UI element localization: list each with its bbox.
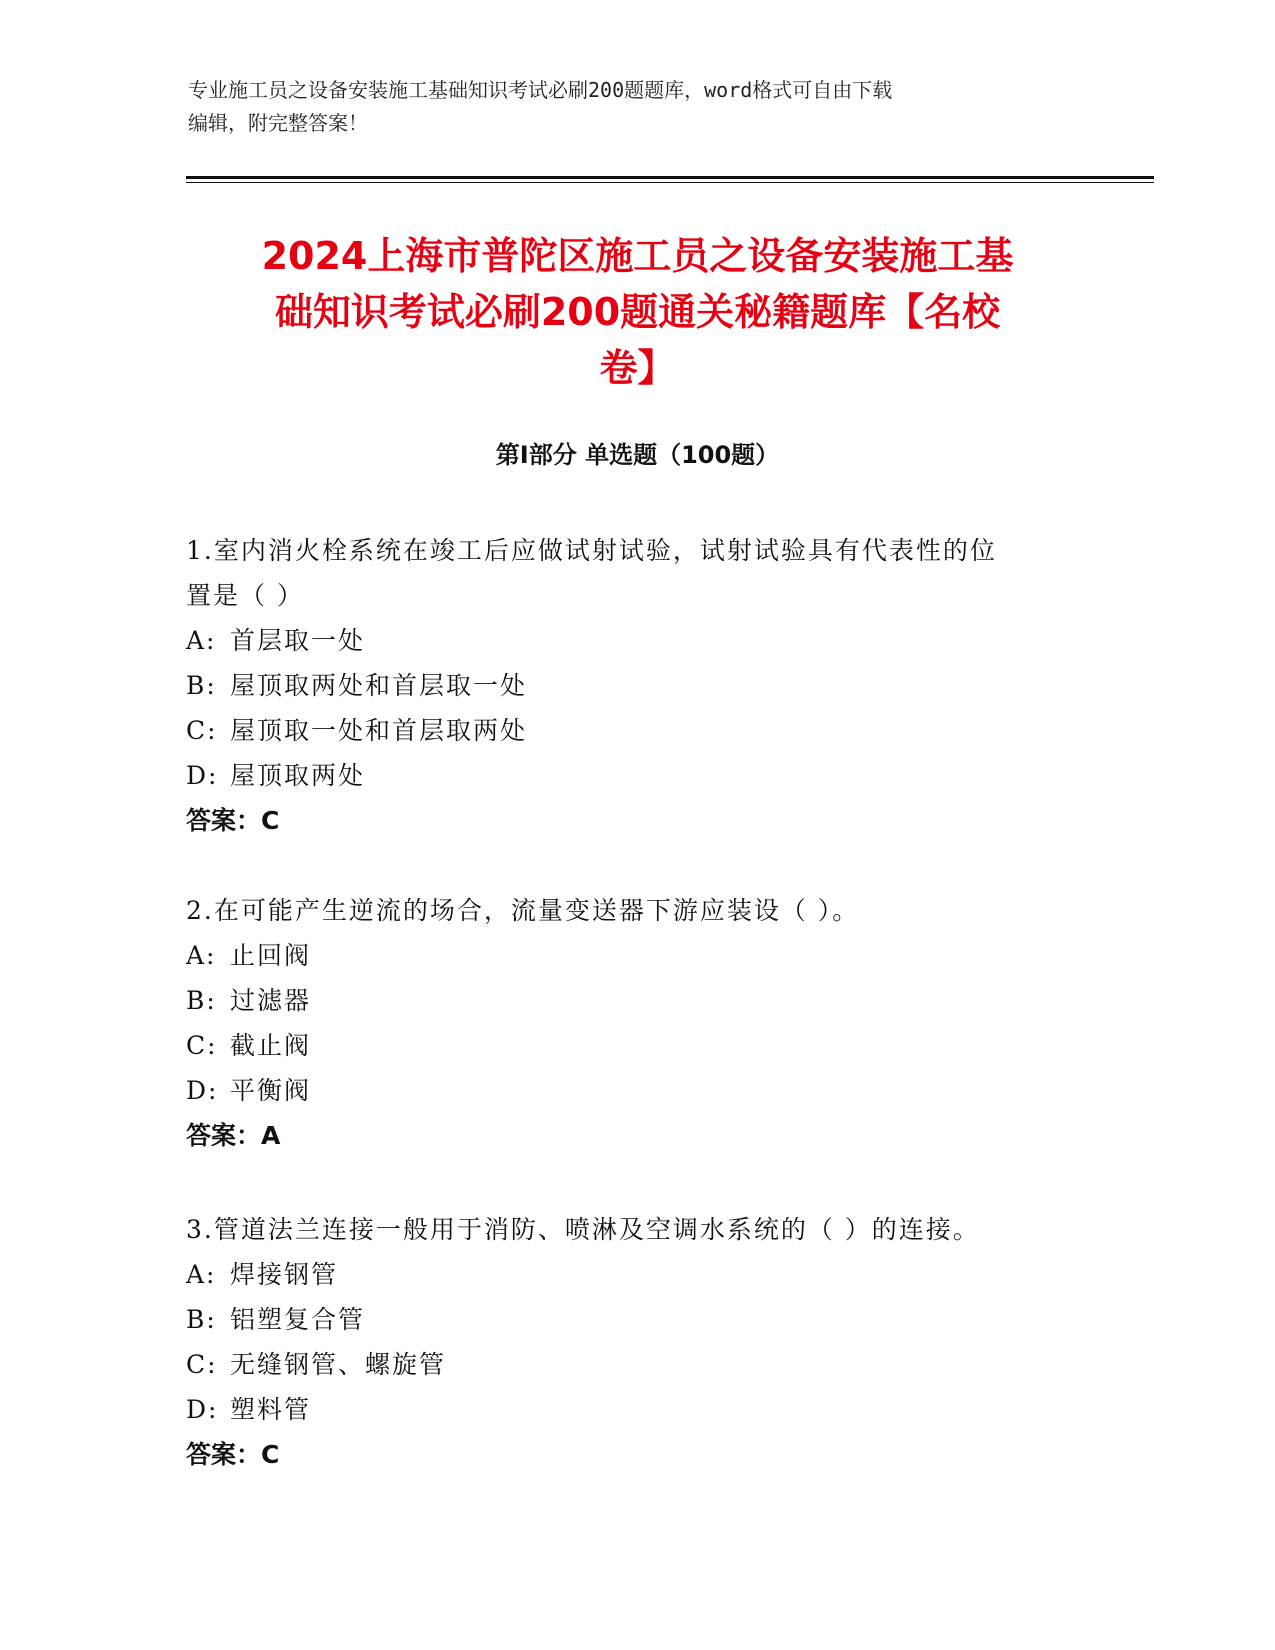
option-b <box>186 663 1056 708</box>
header-rule-thin <box>186 182 1154 183</box>
header-note-line: 专业施工员之设备安装施工基础知识考试必刷200题题库，word格式可自由下载 <box>188 78 893 102</box>
option-key: D: <box>186 761 219 790</box>
option-key: C: <box>186 716 218 745</box>
question-stem-line: 2.在可能产生逆流的场合，流量变送器下游应装设（ ）。 <box>186 896 860 925</box>
question-2 <box>186 888 1056 1158</box>
option-c <box>186 708 1056 753</box>
question-3 <box>186 1207 1056 1477</box>
question-stem-line: 3.管道法兰连接一般用于消防、喷淋及空调水系统的（ ）的连接。 <box>186 1215 980 1244</box>
option-text: 平衡阀 <box>230 1076 312 1105</box>
option-key: D: <box>186 1076 219 1105</box>
option-key: A: <box>186 626 217 655</box>
document-title <box>186 228 1089 396</box>
option-key: B: <box>186 1305 217 1334</box>
option-key: B: <box>186 671 217 700</box>
option-b <box>186 1297 1056 1342</box>
option-text: 焊接钢管 <box>230 1260 339 1289</box>
option-text: 铝塑复合管 <box>230 1305 366 1334</box>
option-c <box>186 1023 1056 1068</box>
option-d <box>186 1068 1056 1113</box>
option-text: 无缝钢管、螺旋管 <box>230 1350 447 1379</box>
option-key: A: <box>186 1260 217 1289</box>
section-title: 第Ⅰ部分 单选题（100题） <box>495 441 780 469</box>
option-text: 塑料管 <box>230 1395 312 1424</box>
option-text: 截止阀 <box>230 1031 312 1060</box>
option-key: C: <box>186 1031 218 1060</box>
answer: 答案：A <box>186 1121 281 1150</box>
option-text: 过滤器 <box>230 986 312 1015</box>
title-line: 卷】 <box>599 346 676 390</box>
option-key: B: <box>186 986 217 1015</box>
question-stem-line: 1.室内消火栓系统在竣工后应做试射试验，试射试验具有代表性的位 <box>186 536 997 565</box>
option-key: D: <box>186 1395 219 1424</box>
header-note-line: 编辑，附完整答案！ <box>188 111 368 135</box>
option-text: 屋顶取两处和首层取一处 <box>230 671 528 700</box>
question-stem <box>186 528 1056 618</box>
option-text: 止回阀 <box>230 941 312 970</box>
option-text: 屋顶取两处 <box>230 761 366 790</box>
title-line: 2024上海市普陀区施工员之设备安装施工基 <box>261 234 1014 278</box>
option-key: C: <box>186 1350 218 1379</box>
option-d <box>186 753 1056 798</box>
question-1 <box>186 528 1056 843</box>
option-a <box>186 618 1056 663</box>
option-text: 首层取一处 <box>230 626 366 655</box>
option-d <box>186 1387 1056 1432</box>
question-stem <box>186 1207 1056 1252</box>
option-c <box>186 1342 1056 1387</box>
header-rule-thick <box>186 176 1154 179</box>
option-text: 屋顶取一处和首层取两处 <box>230 716 528 745</box>
option-a <box>186 1252 1056 1297</box>
header-note <box>188 74 1088 140</box>
question-stem-line: 置是（ ） <box>186 581 304 610</box>
option-b <box>186 978 1056 1023</box>
title-line: 础知识考试必刷200题通关秘籍题库【名校 <box>274 290 1001 334</box>
answer: 答案：C <box>186 1440 280 1469</box>
answer: 答案：C <box>186 806 280 835</box>
question-stem <box>186 888 1056 933</box>
option-a <box>186 933 1056 978</box>
option-key: A: <box>186 941 217 970</box>
